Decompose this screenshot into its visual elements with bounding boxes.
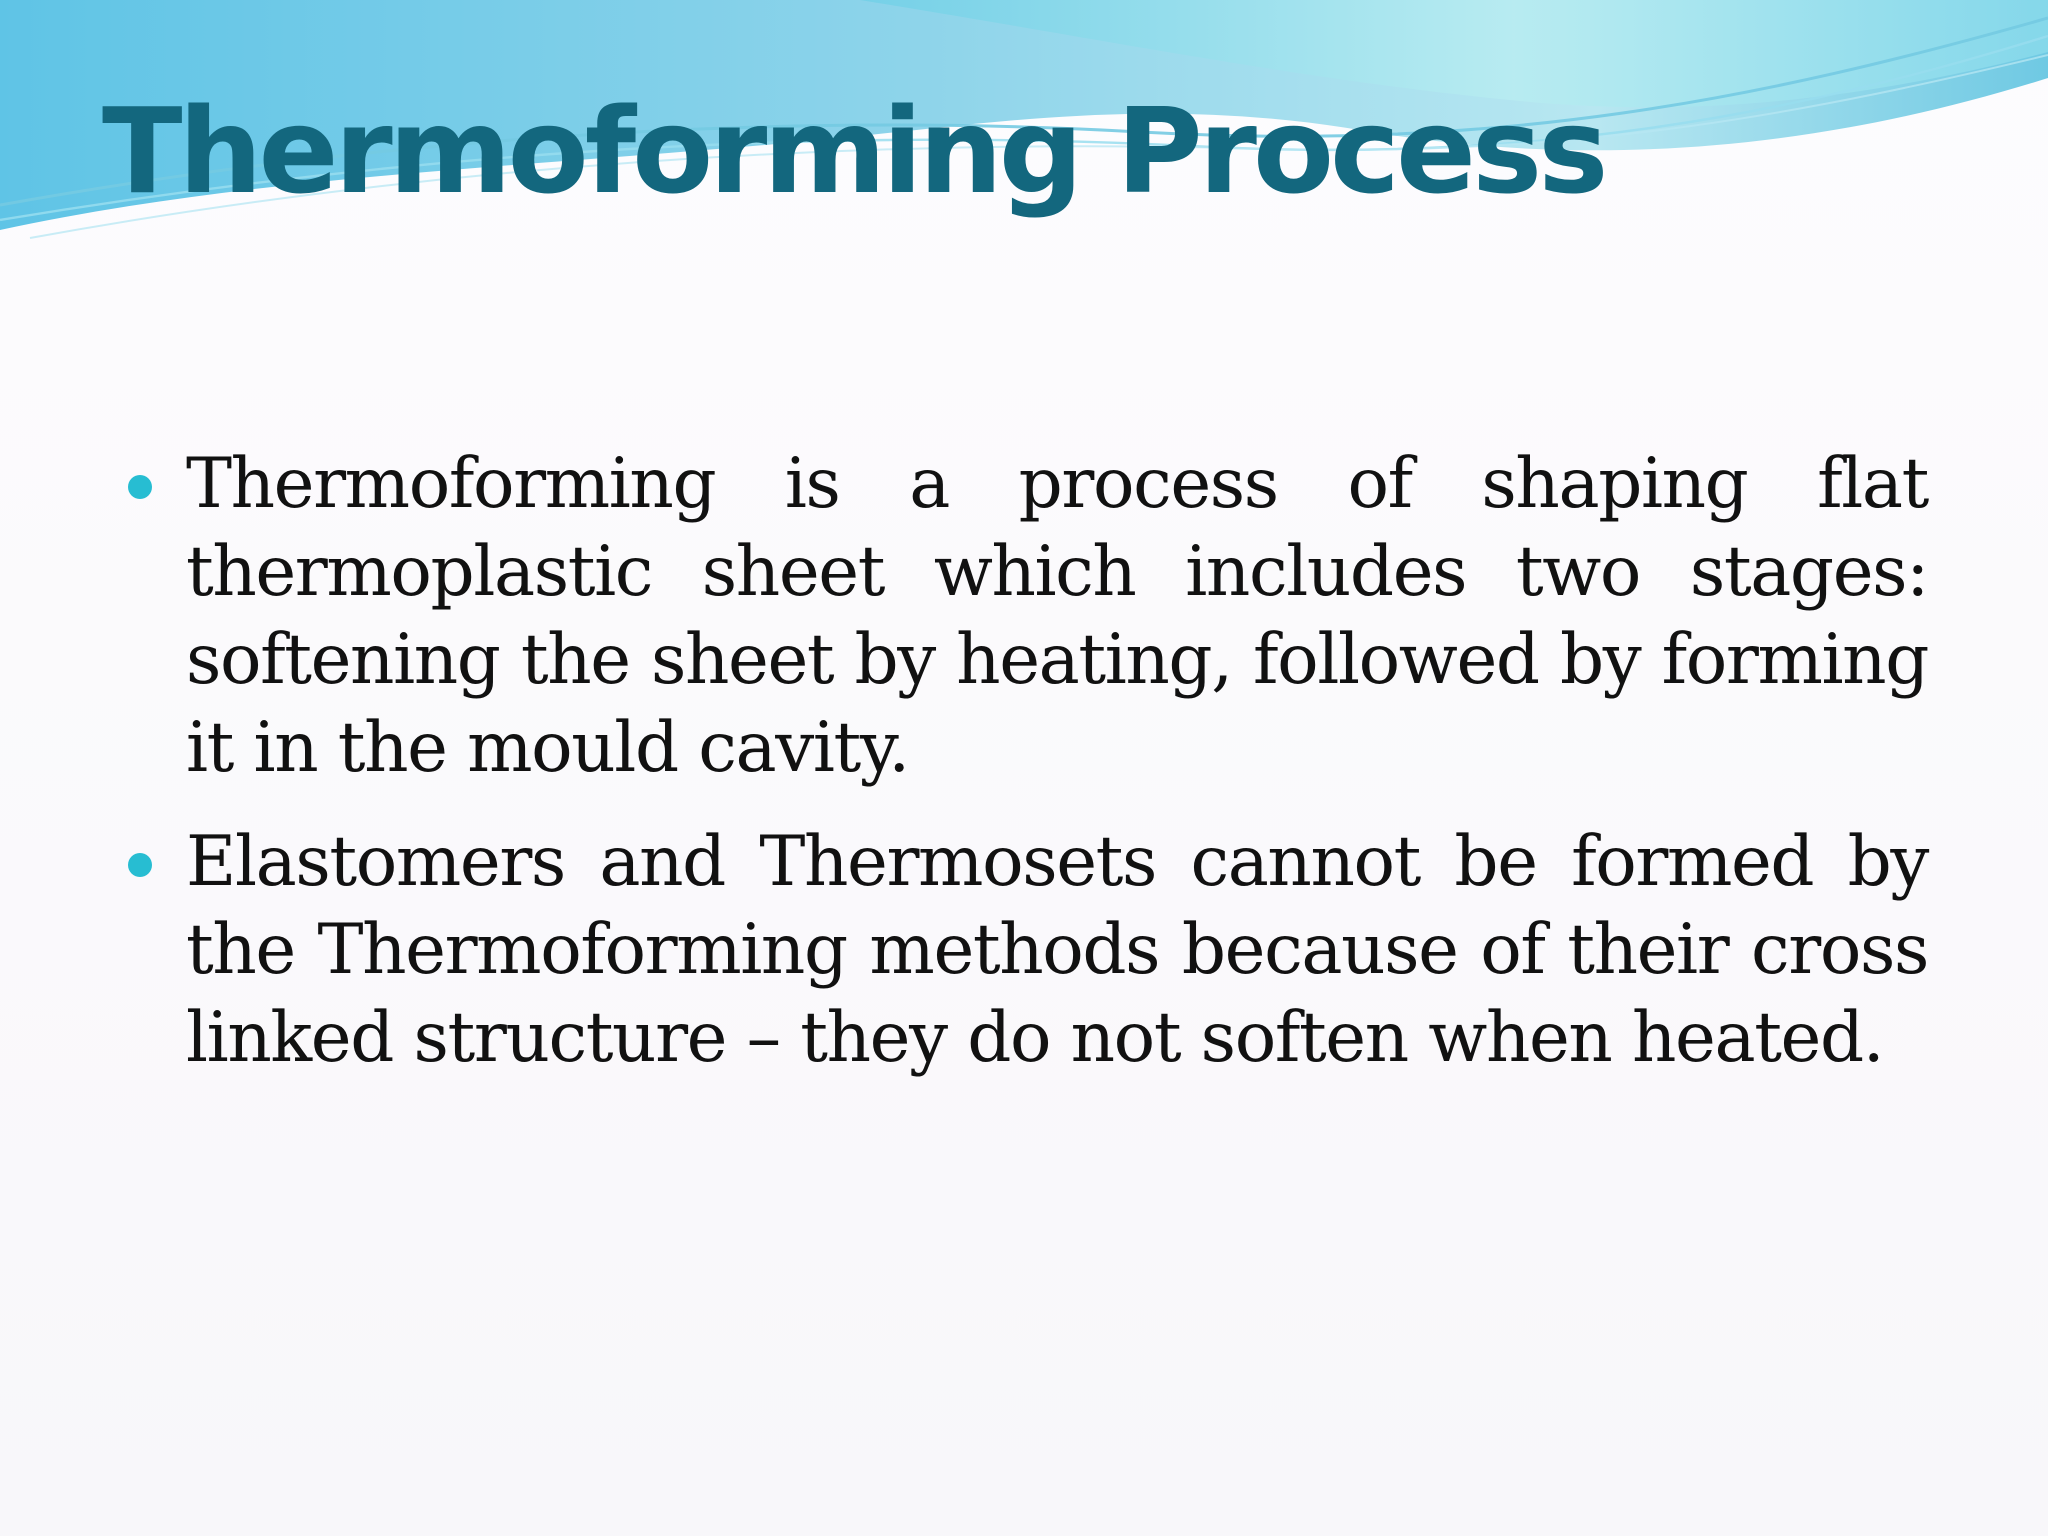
bullet-text-1: Thermoforming is a process of shaping flat thermoplastic sheet which includes two stages: softening the sheet by heating, followed by forming it in the mould cavity. — [186, 444, 1928, 788]
slide-title: Thermoforming Process — [102, 82, 1605, 220]
bullet-item-1 — [128, 440, 1928, 792]
bullet-text-2: Elastomers and Thermosets cannot be formed by the Thermoforming methods because of their cross linked structure – they do not soften when heated. — [186, 822, 1928, 1078]
bullet-list — [128, 440, 1928, 1108]
bullet-item-2 — [128, 818, 1928, 1082]
bullet-dot-icon — [128, 853, 152, 877]
bullet-dot-icon — [128, 475, 152, 499]
